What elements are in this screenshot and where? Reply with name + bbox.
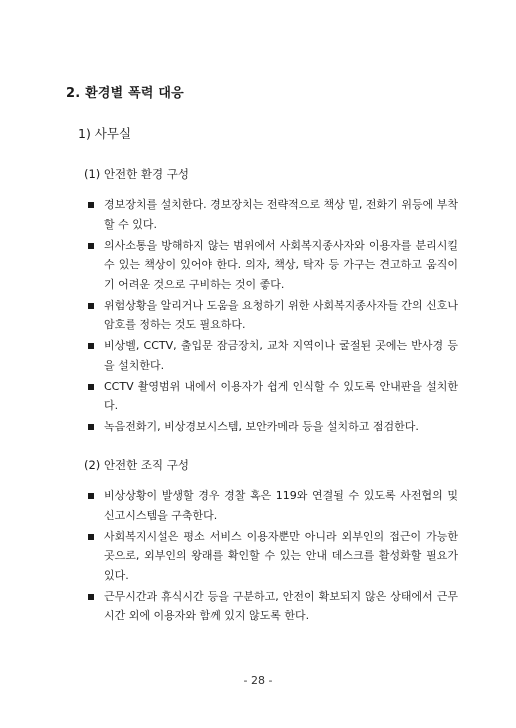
list-item-text: CCTV 촬영범위 내에서 이용자가 쉽게 인식할 수 있도록 안내판을 설치한다.	[104, 379, 458, 412]
list-item	[86, 377, 458, 416]
list-item	[86, 296, 458, 335]
square-bullet-icon	[88, 594, 94, 600]
list-item-text: 녹음전화기, 비상경보시스템, 보안카메라 등을 설치하고 점검한다.	[104, 420, 419, 433]
section-title: 2. 환경별 폭력 대응	[66, 86, 184, 101]
square-bullet-icon	[88, 424, 94, 430]
list-item-text: 의사소통을 방해하지 않는 범위에서 사회복지종사자와 이용자를 분리시킬 수 있는 책상이 있어야 한다. 의자, 책상, 탁자 등 가구는 견고하고 움직이기 어려운 것으로 구비하는 것이 좋다.	[104, 238, 458, 291]
part2-title: (2) 안전한 조직 구성	[84, 458, 190, 472]
list-item	[86, 486, 458, 525]
square-bullet-icon	[88, 243, 94, 249]
square-bullet-icon	[88, 343, 94, 349]
square-bullet-icon	[88, 493, 94, 499]
list-item	[86, 336, 458, 375]
part2-list	[86, 486, 458, 627]
square-bullet-icon	[88, 384, 94, 390]
list-item-text: 경보장치를 설치한다. 경보장치는 전략적으로 책상 밑, 전화기 위등에 부착할 수 있다.	[104, 198, 458, 231]
square-bullet-icon	[88, 303, 94, 309]
list-item-text: 위험상황을 알리거나 도움을 요청하기 위한 사회복지종사자들 간의 신호나 암호를 정하는 것도 필요하다.	[104, 298, 458, 331]
part1-title: (1) 안전한 환경 구성	[84, 167, 190, 181]
list-item	[86, 236, 458, 295]
part1-list	[86, 195, 458, 438]
page-number: - 28 -	[243, 674, 273, 687]
subsection-title: 1) 사무실	[78, 126, 132, 141]
list-item-text: 근무시간과 휴식시간 등을 구분하고, 안전이 확보되지 않은 상태에서 근무시간 외에 이용자와 함께 있지 않도록 한다.	[104, 589, 458, 622]
list-item	[86, 527, 458, 586]
list-item-text: 비상벨, CCTV, 출입문 잠금장치, 교차 지역이나 굴절된 곳에는 반사경 등을 설치한다.	[104, 339, 458, 372]
list-item-text: 사회복지시설은 평소 서비스 이용자뿐만 아니라 외부인의 접근이 가능한 곳으로, 외부인의 왕래를 확인할 수 있는 안내 데스크를 활성화할 필요가 있다.	[104, 529, 458, 582]
square-bullet-icon	[88, 202, 94, 208]
list-item	[86, 587, 458, 626]
square-bullet-icon	[88, 534, 94, 540]
list-item	[86, 195, 458, 234]
list-item	[86, 417, 458, 437]
list-item-text: 비상상황이 발생할 경우 경찰 혹은 119와 연결될 수 있도록 사전협의 및 신고시스템을 구축한다.	[104, 489, 458, 522]
